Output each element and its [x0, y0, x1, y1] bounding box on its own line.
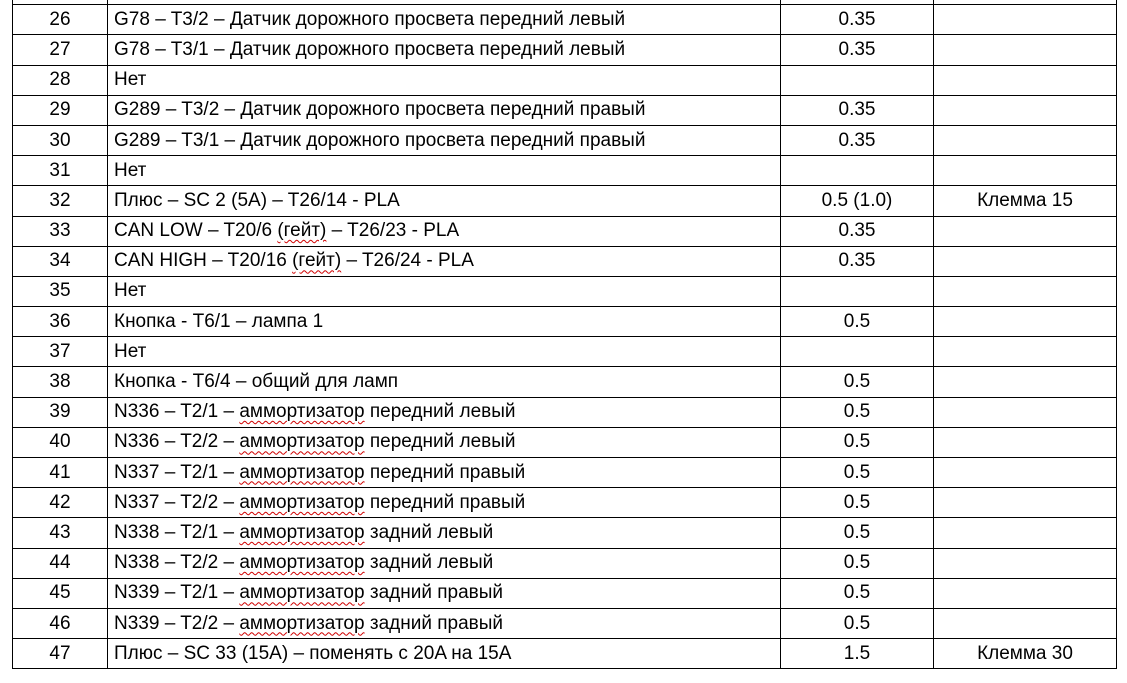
wire-section-cell: 0.5: [781, 608, 934, 638]
description-text: передний правый: [364, 491, 526, 513]
wire-section-cell: 0.5: [781, 427, 934, 457]
spellcheck-flagged-word: аммортизатор: [239, 552, 365, 574]
table-row: [13, 156, 1117, 186]
description-text: передний левый: [364, 401, 516, 423]
pinout-table-body: [13, 0, 1117, 669]
note-cell: Клемма 15: [934, 186, 1117, 216]
wire-section-cell: [781, 337, 934, 367]
description-text: Нет: [114, 69, 147, 91]
table-row: [13, 186, 1117, 216]
description-text: G289 – T3/1 – Датчик дорожного просвета передний правый: [114, 129, 646, 151]
note-cell: [934, 337, 1117, 367]
note-cell: [934, 216, 1117, 246]
description-cell: [108, 639, 781, 669]
wire-section-cell: 0.5: [781, 518, 934, 548]
description-cell: [108, 5, 781, 35]
description-cell: [108, 548, 781, 578]
wire-section-cell: 0.35: [781, 5, 934, 35]
note-cell: [934, 367, 1117, 397]
description-cell: [108, 397, 781, 427]
pin-number-cell: 36: [13, 307, 108, 337]
wire-section-cell: [781, 65, 934, 95]
description-text: N337 – T2/2 –: [114, 491, 240, 513]
wire-section-cell: 0.35: [781, 35, 934, 65]
pin-number-cell: 26: [13, 5, 108, 35]
pin-number-cell: 45: [13, 578, 108, 608]
note-cell: Клемма 30: [934, 639, 1117, 669]
table-row: [13, 65, 1117, 95]
description-text: G289 – T3/2 – Датчик дорожного просвета передний правый: [114, 99, 646, 121]
description-text: N339 – T2/2 –: [114, 612, 240, 634]
wire-section-cell: 0.5: [781, 307, 934, 337]
description-text: передний левый: [364, 431, 516, 453]
spellcheck-flagged-word: аммортизатор: [239, 491, 365, 513]
wire-section-cell: [781, 156, 934, 186]
description-text: N338 – T2/2 –: [114, 552, 240, 574]
table-row: [13, 246, 1117, 276]
pin-number-cell: 47: [13, 639, 108, 669]
wire-section-cell: 0.35: [781, 216, 934, 246]
pin-number-cell: 43: [13, 518, 108, 548]
pin-number-cell: 42: [13, 488, 108, 518]
note-cell: [934, 427, 1117, 457]
table-row: [13, 397, 1117, 427]
description-cell: [108, 35, 781, 65]
table-row: [13, 337, 1117, 367]
wire-section-cell: 0.5: [781, 578, 934, 608]
spellcheck-flagged-word: (гейт): [292, 250, 342, 272]
description-text: Плюс – SC 33 (15A) – поменять с 20A на 15A: [114, 642, 512, 664]
pin-number-cell: 33: [13, 216, 108, 246]
description-text: Плюс – SC 2 (5A) – T26/14 - PLA: [114, 189, 400, 211]
description-text: задний левый: [364, 552, 494, 574]
table-row: [13, 427, 1117, 457]
spellcheck-flagged-word: аммортизатор: [239, 401, 365, 423]
pin-number-cell: 40: [13, 427, 108, 457]
description-cell: [108, 458, 781, 488]
spellcheck-flagged-word: аммортизатор: [239, 461, 365, 483]
note-cell: [934, 125, 1117, 155]
description-text: Нет: [114, 280, 147, 302]
description-cell: [108, 488, 781, 518]
table-row: [13, 125, 1117, 155]
table-row: [13, 307, 1117, 337]
wire-section-cell: 0.5: [781, 458, 934, 488]
pin-number-cell: 39: [13, 397, 108, 427]
table-row: [13, 5, 1117, 35]
description-cell: [108, 427, 781, 457]
description-text: N336 – T2/1 –: [114, 401, 240, 423]
note-cell: [934, 458, 1117, 488]
description-cell: [108, 337, 781, 367]
table-row: [13, 608, 1117, 638]
description-cell: [108, 518, 781, 548]
description-text: – T26/24 - PLA: [341, 250, 474, 272]
description-text: N338 – T2/1 –: [114, 521, 240, 543]
wire-section-cell: [781, 276, 934, 306]
pin-number-cell: 34: [13, 246, 108, 276]
pin-number-cell: 31: [13, 156, 108, 186]
description-cell: [108, 276, 781, 306]
description-cell: [108, 246, 781, 276]
spellcheck-flagged-word: аммортизатор: [239, 521, 365, 543]
pin-number-cell: 27: [13, 35, 108, 65]
description-text: задний левый: [364, 521, 494, 543]
note-cell: [934, 35, 1117, 65]
description-cell: [108, 216, 781, 246]
table-row: [13, 276, 1117, 306]
spellcheck-flagged-word: аммортизатор: [239, 612, 365, 634]
pin-number-cell: 28: [13, 65, 108, 95]
description-text: задний правый: [364, 582, 504, 604]
spellcheck-flagged-word: (гейт): [277, 220, 327, 242]
note-cell: [934, 397, 1117, 427]
description-text: передний правый: [364, 461, 526, 483]
note-cell: [934, 246, 1117, 276]
wire-section-cell: 0.5 (1.0): [781, 186, 934, 216]
pin-number-cell: 46: [13, 608, 108, 638]
wire-section-cell: 0.35: [781, 95, 934, 125]
description-text: N339 – T2/1 –: [114, 582, 240, 604]
table-row: [13, 578, 1117, 608]
description-cell: [108, 186, 781, 216]
description-cell: [108, 608, 781, 638]
note-cell: [934, 276, 1117, 306]
table-row: [13, 367, 1117, 397]
table-row: [13, 548, 1117, 578]
pin-number-cell: 41: [13, 458, 108, 488]
description-cell: [108, 307, 781, 337]
description-cell: [108, 367, 781, 397]
note-cell: [934, 548, 1117, 578]
wire-section-cell: 0.35: [781, 246, 934, 276]
wire-section-cell: 0.5: [781, 548, 934, 578]
description-cell: [108, 156, 781, 186]
description-text: CAN HIGH – T20/16: [114, 250, 293, 272]
pin-number-cell: 32: [13, 186, 108, 216]
wire-section-cell: 1.5: [781, 639, 934, 669]
spellcheck-flagged-word: аммортизатор: [239, 431, 365, 453]
description-text: G78 – T3/2 – Датчик дорожного просвета передний левый: [114, 8, 626, 30]
table-row: [13, 216, 1117, 246]
description-text: – T26/23 - PLA: [326, 220, 460, 242]
note-cell: [934, 95, 1117, 125]
description-cell: [108, 95, 781, 125]
wire-section-cell: 0.5: [781, 367, 934, 397]
pin-number-cell: 29: [13, 95, 108, 125]
table-row: [13, 518, 1117, 548]
note-cell: [934, 156, 1117, 186]
wire-section-cell: 0.5: [781, 488, 934, 518]
description-cell: [108, 125, 781, 155]
note-cell: [934, 5, 1117, 35]
table-row: [13, 639, 1117, 669]
description-text: Нет: [114, 159, 147, 181]
description-text: N337 – T2/1 –: [114, 461, 240, 483]
description-cell: [108, 65, 781, 95]
pin-number-cell: 38: [13, 367, 108, 397]
description-text: N336 – T2/2 –: [114, 431, 240, 453]
note-cell: [934, 307, 1117, 337]
pinout-table: [12, 0, 1117, 669]
wire-section-cell: 0.5: [781, 397, 934, 427]
pin-number-cell: 35: [13, 276, 108, 306]
note-cell: [934, 488, 1117, 518]
note-cell: [934, 578, 1117, 608]
description-text: CAN LOW – T20/6: [114, 220, 278, 242]
pin-number-cell: 37: [13, 337, 108, 367]
description-text: Кнопка - T6/1 – лампа 1: [114, 310, 324, 332]
note-cell: [934, 65, 1117, 95]
pin-number-cell: 30: [13, 125, 108, 155]
spellcheck-flagged-word: аммортизатор: [239, 582, 365, 604]
table-row: [13, 95, 1117, 125]
description-cell: [108, 578, 781, 608]
description-text: Нет: [114, 340, 147, 362]
pin-number-cell: 44: [13, 548, 108, 578]
table-row: [13, 35, 1117, 65]
description-text: Кнопка - T6/4 – общий для ламп: [114, 371, 399, 393]
note-cell: [934, 608, 1117, 638]
note-cell: [934, 518, 1117, 548]
description-text: G78 – T3/1 – Датчик дорожного просвета передний левый: [114, 38, 626, 60]
description-text: задний правый: [364, 612, 504, 634]
table-row: [13, 488, 1117, 518]
table-row: [13, 458, 1117, 488]
wire-section-cell: 0.35: [781, 125, 934, 155]
